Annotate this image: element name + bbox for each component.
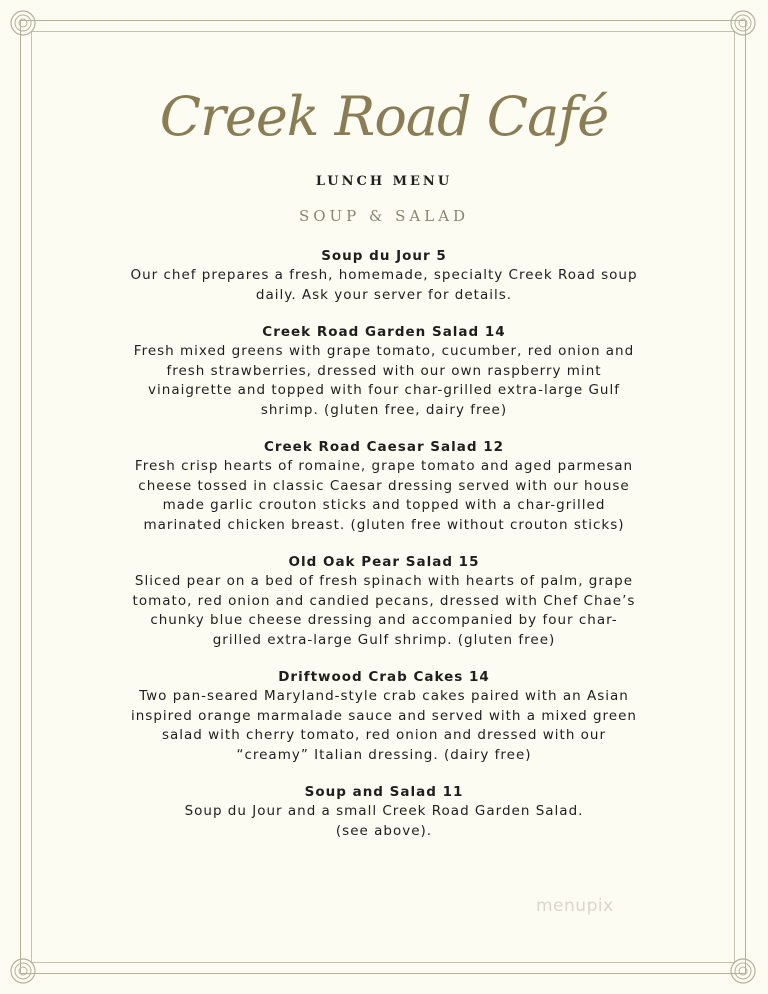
description-line: tomato, red onion and candied pecans, dressed with Chef Chae’s: [132, 592, 636, 609]
description-line: Fresh crisp hearts of romaine, grape tomato and aged parmesan: [134, 458, 634, 474]
menu-item: [100, 322, 668, 420]
menu-subtitle: LUNCH MENU: [315, 174, 453, 189]
menu-item-name: Soup du Jour 5: [321, 248, 447, 264]
corner-ornament-icon: [729, 957, 757, 985]
description-line: fresh strawberries, dressed with our own raspberry mint: [166, 362, 602, 379]
description-line: made garlic crouton sticks and topped with a char-grilled: [162, 497, 606, 513]
corner-ornament-icon: [9, 957, 37, 985]
description-line: Fresh mixed greens with grape tomato, cucumber, red onion and: [133, 343, 635, 359]
menu-item: [100, 782, 668, 841]
watermark: menupix: [536, 896, 614, 916]
menu-item-description: [100, 572, 668, 650]
menu-item: [100, 667, 668, 765]
menu-item: [100, 246, 668, 305]
description-line: inspired orange marmalade sauce and served with a mixed green: [131, 707, 637, 724]
menu-item-name: Old Oak Pear Salad 15: [288, 554, 480, 570]
menu-list: [100, 246, 668, 858]
corner-ornament-icon: [729, 9, 757, 37]
description-line: Our chef prepares a fresh, homemade, specialty Creek Road soup: [130, 267, 638, 283]
menu-item: [100, 552, 668, 650]
description-line: Two pan-seared Maryland-style crab cakes paired with an Asian: [139, 688, 629, 704]
description-line: “creamy” Italian dressing. (dairy free): [236, 746, 532, 763]
description-line: shrimp. (gluten free, dairy free): [260, 401, 508, 418]
description-line: salad with cherry tomato, red onion and dressed with our: [161, 727, 607, 743]
section-heading: SOUP & SALAD: [298, 207, 470, 225]
description-line: cheese tossed in classic Caesar dressing served with our house: [138, 477, 630, 494]
menu-item-description: [100, 687, 668, 765]
menu-item-name: Driftwood Crab Cakes 14: [278, 669, 490, 685]
menu-item-name: Soup and Salad 11: [304, 784, 464, 800]
description-line: chunky blue cheese dressing and accompanied by four char-: [150, 612, 618, 628]
menu-item: [100, 437, 668, 535]
corner-ornament-icon: [9, 9, 37, 37]
description-line: Sliced pear on a bed of fresh spinach with hearts of palm, grape: [134, 573, 634, 589]
description-line: (see above).: [335, 822, 433, 839]
menu-item-description: [100, 266, 668, 305]
menu-item-description: [100, 342, 668, 420]
menu-item-name: Creek Road Garden Salad 14: [262, 324, 506, 340]
restaurant-title: Creek Road Café: [159, 85, 609, 148]
description-line: grilled extra-large Gulf shrimp. (gluten free): [212, 631, 556, 648]
description-line: Soup du Jour and a small Creek Road Garden Salad.: [184, 803, 584, 819]
description-line: vinaigrette and topped with four char-grilled extra-large Gulf: [148, 382, 620, 398]
menu-item-name: Creek Road Caesar Salad 12: [263, 439, 505, 455]
menu-item-description: [100, 457, 668, 535]
description-line: marinated chicken breast. (gluten free without crouton sticks): [143, 516, 625, 533]
menu-item-description: [100, 802, 668, 841]
description-line: daily. Ask your server for details.: [255, 286, 513, 303]
